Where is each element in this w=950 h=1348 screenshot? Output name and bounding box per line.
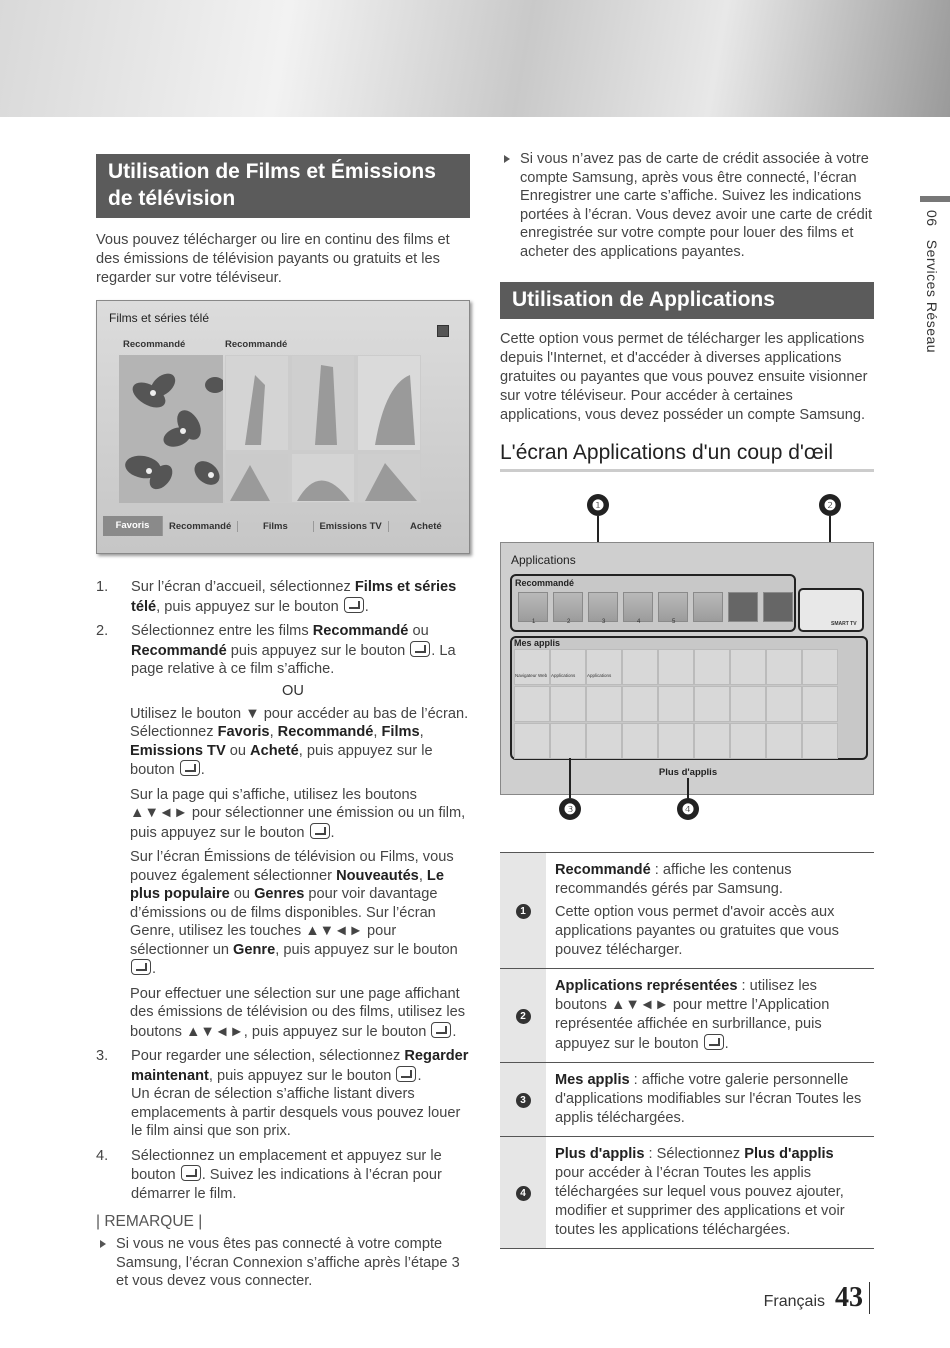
legend-row — [500, 1137, 874, 1249]
marker-3: ❸ — [559, 798, 581, 820]
header-banner — [0, 0, 950, 117]
page-footer — [764, 1282, 870, 1314]
ou-separator: OU — [282, 682, 304, 699]
my-app-cell[interactable] — [658, 649, 694, 685]
sub-text: Utilisez le bouton ▼ pour accéder au bas de l’écran. Sélectionnez — [130, 705, 469, 740]
my-app-cell[interactable] — [586, 686, 622, 722]
rec-tile[interactable] — [623, 592, 653, 622]
step-number: 2. — [96, 623, 109, 639]
my-app-cell[interactable] — [550, 649, 586, 685]
films-screen-mock — [96, 300, 470, 554]
chapter-tab — [924, 210, 940, 353]
step-number: 1. — [96, 579, 109, 595]
menu-achete[interactable]: Acheté — [410, 520, 442, 532]
my-app-cell[interactable] — [694, 686, 730, 722]
my-app-cell[interactable] — [586, 649, 622, 685]
step-4 — [96, 1147, 470, 1204]
marker-4-line — [687, 778, 689, 800]
my-app-cell[interactable] — [766, 686, 802, 722]
footer-language: Français — [763, 1293, 825, 1310]
legend-bold: Plus d'applis — [744, 1146, 834, 1162]
apps-diagram — [500, 480, 874, 832]
step-2 — [96, 622, 470, 679]
step-text: Sur l’écran d’accueil, sélectionnez — [131, 579, 355, 595]
menu-favoris[interactable]: Favoris — [103, 516, 163, 536]
screen-label-2: Recommandé — [225, 339, 288, 350]
right-column — [500, 150, 874, 1249]
sub-para-2: Sur la page qui s’affiche, utilisez les boutons ▲▼◄► pour sélectionner une émission ou un film, puis appuyez sur le bouton . — [130, 786, 466, 841]
legend-key: 2 — [516, 1009, 531, 1024]
menu-emissions[interactable]: Emissions TV — [314, 521, 389, 532]
step-number: 3. — [96, 1048, 109, 1064]
legend-key: 4 — [516, 1186, 531, 1201]
enter-button-icon — [396, 1066, 416, 1082]
step-number: 4. — [96, 1147, 109, 1164]
step-text: , puis appuyez sur le bouton — [208, 1067, 392, 1084]
apps-glance-heading: L'écran Applications d'un coup d'œil — [500, 441, 874, 472]
left-column — [96, 154, 470, 1291]
chapter-title: Services Réseau — [924, 239, 940, 354]
my-app-cell[interactable] — [802, 686, 838, 722]
my-app-cell[interactable] — [730, 686, 766, 722]
my-app-cell[interactable] — [766, 723, 802, 759]
my-app-cell[interactable] — [730, 649, 766, 685]
step-text: Pour regarder une sélection, sélectionnez — [131, 1048, 405, 1064]
enter-button-icon — [410, 641, 430, 657]
section-title-apps: Utilisation de Applications — [500, 282, 874, 319]
enter-button-icon — [310, 823, 330, 839]
section-title-films: Utilisation de Films et Émissions de télévision — [96, 154, 470, 218]
step-bold: Recommandé — [131, 642, 227, 659]
poster-grid — [225, 355, 421, 503]
menu-recommande[interactable]: Recommandé — [163, 521, 238, 532]
legend-bold: Applications représentées — [555, 978, 738, 994]
remark-bullet: Si vous ne vous êtes pas connecté à votre compte Samsung, l’écran Connexion s’affiche après l’étape 3 et vous devez vous connecter. — [96, 1235, 470, 1291]
my-app-cell[interactable] — [802, 649, 838, 685]
step-text: Sélectionnez entre les films — [131, 623, 313, 639]
my-app-cell[interactable] — [622, 686, 658, 722]
my-app-cell[interactable] — [766, 649, 802, 685]
credit-card-note: Si vous n’avez pas de carte de crédit associée à votre compte Samsung, après vous être connecté, l’écran Enregistrer une carte s’affiche. Suivez les indications portées à l’écran. Vous devez avoir une carte de crédit enregistrée sur votre compte pour louer des films et acheter des applications payantes. — [500, 150, 874, 261]
chapter-number: 06 — [924, 210, 940, 227]
sub-bold: Emissions TV — [130, 742, 226, 759]
tile-number: 1 — [532, 619, 536, 625]
rec-tile[interactable] — [518, 592, 548, 622]
sub-bold: Genre — [233, 941, 276, 958]
my-app-cell[interactable] — [622, 649, 658, 685]
enter-button-icon — [344, 597, 364, 613]
legend-text: pour accéder à l’écran Toutes les applis téléchargées sur lequel vous pouvez ajouter, modifier et supprimer des applications et voir toutes les applications téléchargées. — [555, 1165, 845, 1238]
sub-bold: Recommandé — [277, 724, 374, 740]
more-apps-button[interactable]: Plus d'applis — [658, 767, 718, 778]
marker-1: ❶ — [587, 494, 609, 516]
sub-bold: Le plus populaire — [130, 867, 444, 902]
my-app-cell[interactable] — [694, 649, 730, 685]
legend-key: 3 — [516, 1093, 531, 1108]
sub-text: Sur la page qui s’affiche, utilisez les boutons ▲▼◄► pour sélectionner une émission ou un film, puis appuyez sur le bouton — [130, 786, 466, 841]
enter-button-icon — [131, 959, 151, 975]
rec-tile[interactable] — [553, 592, 583, 622]
chapter-tab-bar — [920, 196, 950, 202]
sub-text: , puis appuyez sur le bouton — [130, 742, 433, 778]
step-text: puis appuyez sur le bouton — [226, 642, 406, 659]
sub-para-1: Utilisez le bouton ▼ pour accéder au bas de l’écran. Sélectionnez Favoris, Recommandé, Films, Emissions TV ou Acheté, puis appuyez sur le bouton . — [130, 705, 469, 778]
steps-list — [96, 578, 470, 679]
marker-3-line — [569, 758, 571, 798]
menu-films[interactable]: Films — [238, 521, 313, 532]
step-text: Un écran de sélection s’affiche listant divers emplacements à partir desquels vous pouvez louer le film ainsi que son prix. — [131, 1086, 461, 1139]
sub-bold: Genres — [254, 886, 305, 902]
sub-text: , puis appuyez sur le bouton — [275, 941, 458, 958]
sub-para-4: Pour effectuer une sélection sur une page affichant des émissions de télévision ou des films, utilisez les boutons ▲▼◄►, puis appuyez sur le bouton . — [130, 985, 465, 1040]
step-3: 3. Pour regarder une sélection, sélectionnez Regarder maintenant, puis appuyez sur le bouton . Un écran de sélection s’affiche listant divers emplacements à partir desquels vous pouvez louer le film ainsi que son prix. — [96, 1048, 469, 1139]
rec-tile[interactable] — [588, 592, 618, 622]
legend-text: : Sélectionnez — [644, 1146, 745, 1162]
featured-poster — [119, 355, 223, 503]
apps-screen-title: Applications — [511, 553, 576, 567]
legend-row — [500, 853, 874, 969]
my-app-cell[interactable] — [514, 723, 550, 759]
my-app-cell[interactable] — [694, 723, 730, 759]
legend-text: : utilisez les boutons ▲▼◄► pour mettre l’Application représentée affichée en surbrillance, puis appuyez sur le bouton — [555, 978, 830, 1052]
step-1: 1. Sur l’écran d’accueil, sélectionnez Films et séries télé, puis appuyez sur le bouton . — [96, 579, 457, 615]
step-bold: Recommandé — [312, 623, 409, 639]
marker-2: ❷ — [819, 494, 841, 516]
legend-key: 1 — [516, 904, 531, 919]
sub-text: Pour effectuer une sélection sur une page affichant des émissions de télévision ou des films, utilisez les boutons ▲▼◄►, puis appuyez sur le bouton — [130, 985, 465, 1040]
screen-menu — [103, 515, 463, 537]
rec-tile[interactable] — [658, 592, 688, 622]
tile-number: 3 — [602, 619, 606, 625]
apps-intro: Cette option vous permet de télécharger les applications depuis l'Internet, et d'accéder à diverses applications gratuites ou payantes que vous pouvez ensuite visionner sur votre téléviseur. Pour accéder à certaines applications, vous devez posséder un compte Samsung. — [500, 331, 868, 423]
legend-bold: Plus d'applis — [555, 1146, 645, 1162]
enter-button-icon — [704, 1034, 724, 1050]
my-app-cell[interactable] — [514, 686, 550, 722]
sub-bold: Nouveautés — [336, 867, 419, 884]
my-apps-label: Mes applis — [514, 638, 561, 648]
my-app-cell[interactable] — [622, 723, 658, 759]
enter-button-icon — [181, 1165, 201, 1181]
remark-title: | REMARQUE | — [96, 1213, 203, 1230]
app-label: Navigateur Web — [515, 673, 548, 678]
screen-title: Films et séries télé — [109, 311, 210, 325]
rec-tile[interactable] — [693, 592, 723, 622]
recommended-label: Recommandé — [515, 578, 575, 588]
step-text: . La page relative à ce film s’affiche. — [131, 642, 456, 677]
legend-bold: Mes applis — [555, 1072, 630, 1088]
steps-list-2 — [96, 1047, 470, 1203]
screen-label-1: Recommandé — [123, 339, 186, 350]
step-text: . Suivez les indications à l’écran pour démarrer le film. — [131, 1167, 442, 1202]
app-label: Applications — [551, 673, 576, 678]
legend-row — [500, 1063, 874, 1137]
step-bold: Regarder maintenant — [131, 1048, 469, 1084]
my-app-cell[interactable] — [658, 723, 694, 759]
sub-bold: Favoris — [217, 724, 270, 740]
legend-bold: Recommandé — [555, 862, 651, 878]
legend-row: 2 Applications représentées : utilisez les boutons ▲▼◄► pour mettre l’Application représentée affichée en surbrillance, puis appuyez sur le bouton . — [500, 969, 874, 1063]
marker-4: ❹ — [677, 798, 699, 820]
step-text: Sélectionnez un emplacement et appuyez sur le bouton — [131, 1147, 442, 1183]
step-text: ou — [408, 623, 429, 639]
account-icon — [437, 325, 449, 337]
my-app-cell[interactable] — [514, 649, 550, 685]
sub-bold: Acheté — [250, 742, 299, 759]
tile-number: 2 — [567, 619, 571, 625]
sub-text: Sur l’écran Émissions de télévision ou Films, vous pouvez également sélectionner — [130, 849, 454, 884]
sub-bold: Films — [381, 724, 420, 740]
my-app-cell[interactable] — [730, 723, 766, 759]
step-text: , puis appuyez sur le bouton — [156, 598, 339, 615]
enter-button-icon — [431, 1022, 451, 1038]
my-app-cell[interactable] — [586, 723, 622, 759]
sub-text: pour voir davantage d’émissions ou de films disponibles. Sur l’écran Genre, utilisez les touches ▲▼◄► pour sélectionner un — [130, 886, 438, 958]
legend-text: : affiche les contenus recommandés gérés par Samsung. — [555, 862, 792, 897]
legend-table — [500, 852, 874, 1249]
apps-screen-mock — [500, 542, 874, 795]
my-app-cell[interactable] — [802, 723, 838, 759]
enter-button-icon — [180, 760, 200, 776]
my-app-cell[interactable] — [658, 686, 694, 722]
films-intro: Vous pouvez télécharger ou lire en continu des films et des émissions de télévision payants ou gratuits et les regarder sur votre téléviseur. — [96, 232, 450, 286]
tile-number: 4 — [637, 619, 641, 625]
rec-tile-dark[interactable] — [728, 592, 758, 622]
my-app-cell[interactable] — [550, 723, 586, 759]
step-bold: Films et séries télé — [131, 579, 457, 615]
smart-tv-label: SMART TV — [831, 621, 857, 627]
app-label: Applications — [587, 673, 612, 678]
page-number: 43 — [835, 1282, 870, 1314]
legend-text: : affiche votre galerie personnelle d'applications modifiables sur l'écran Toutes les applis téléchargées. — [555, 1072, 862, 1126]
my-app-cell[interactable] — [550, 686, 586, 722]
tile-number: 5 — [672, 619, 676, 625]
sub-para-3: Sur l’écran Émissions de télévision ou Films, vous pouvez également sélectionner Nouveautés, Le plus populaire ou Genres pour voir davantage d’émissions ou de films disponibles. Sur l’écran Genre, utilisez les touches ▲▼◄► pour sélectionner un Genre, puis appuyez sur le bouton . — [130, 849, 458, 977]
legend-text: Cette option vous permet d'avoir accès aux applications payantes ou gratuites que vous pouvez télécharger. — [555, 904, 839, 958]
rec-tile-dark[interactable] — [763, 592, 793, 622]
